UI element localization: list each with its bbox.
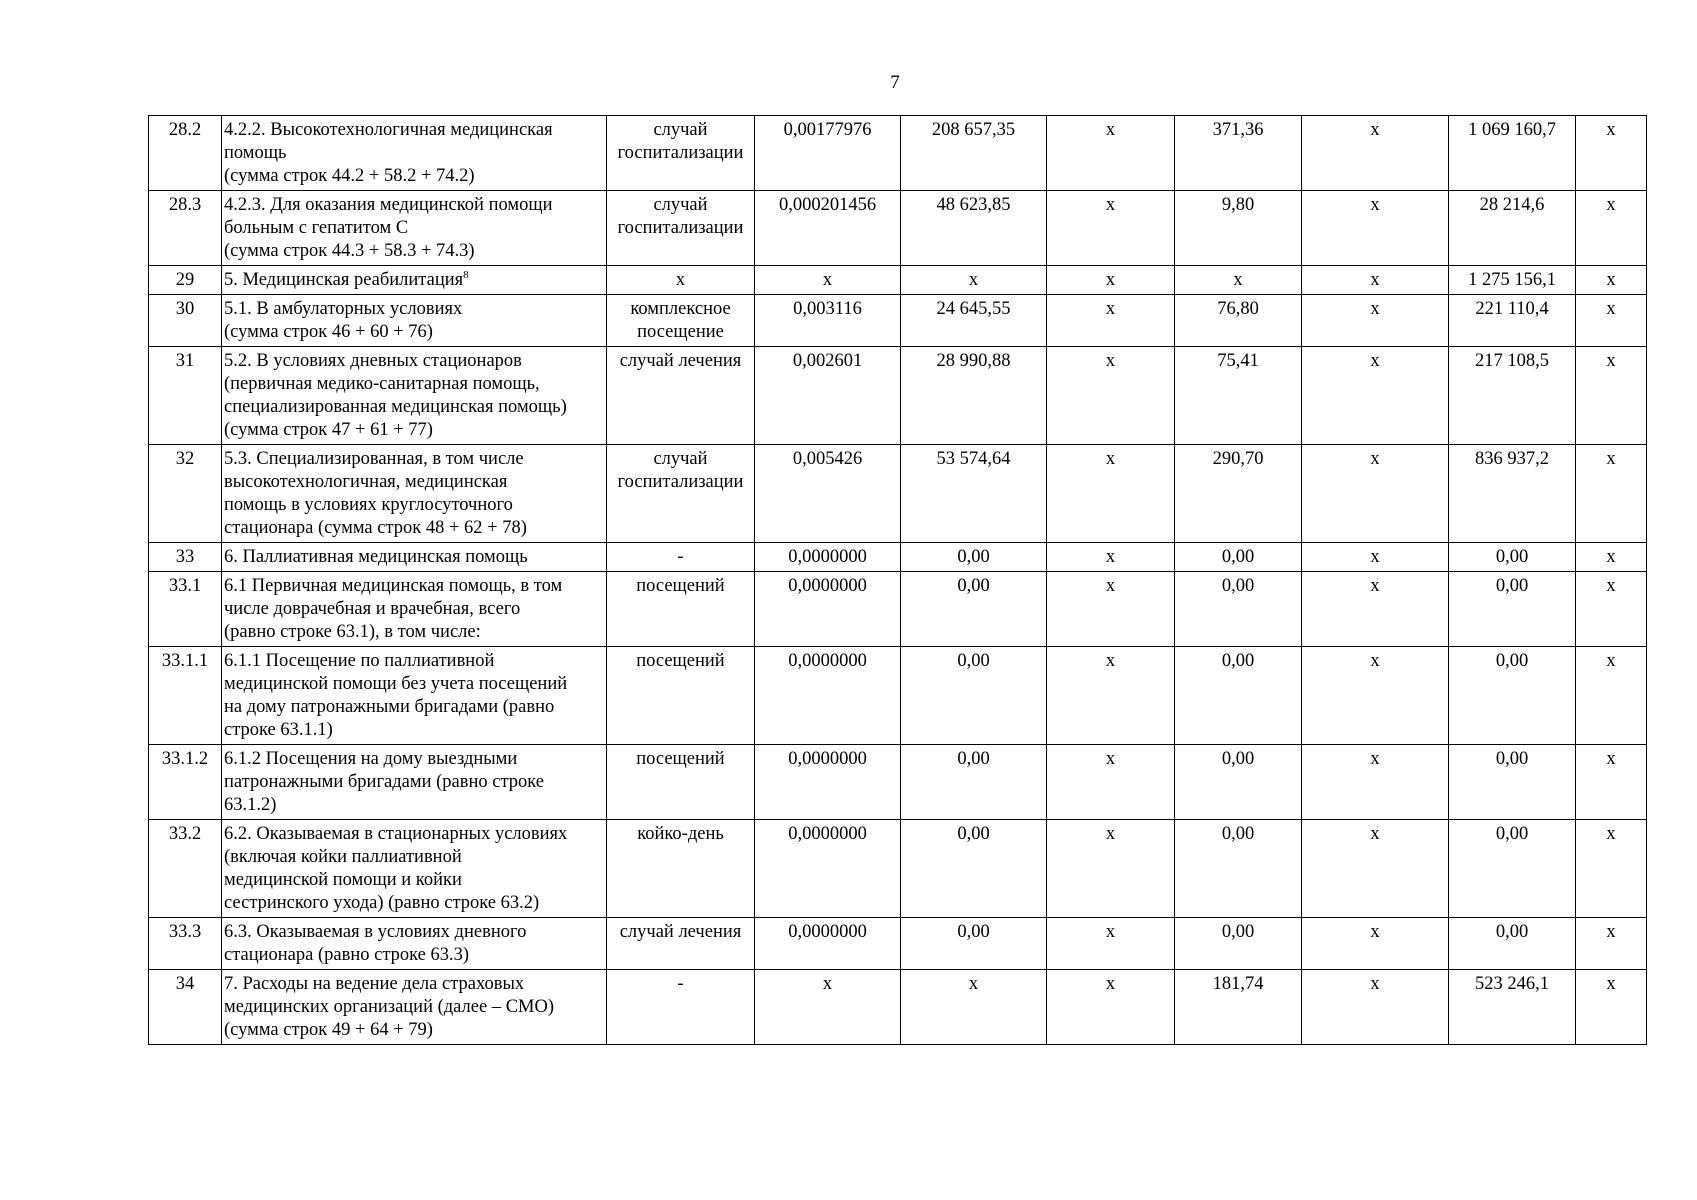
row-unit (607, 347, 755, 445)
row-unit-line: посещений (636, 651, 725, 671)
row-value-c2: 53 574,64 (901, 445, 1047, 543)
row-name-line: 6.3. Оказываемая в условиях дневного (224, 922, 527, 942)
row-value-c6: 0,00 (1449, 745, 1576, 820)
row-unit (607, 543, 755, 572)
row-value-c4: 0,00 (1175, 647, 1302, 745)
row-unit (607, 745, 755, 820)
row-value-c6: 0,00 (1449, 918, 1576, 970)
row-value-c2: 208 657,35 (901, 116, 1047, 191)
row-value-c6: 523 246,1 (1449, 970, 1576, 1045)
row-value-c5: х (1302, 745, 1449, 820)
row-value-c2: 0,00 (901, 647, 1047, 745)
row-value-c5: х (1302, 295, 1449, 347)
row-unit (607, 191, 755, 266)
row-value-c1: 0,0000000 (755, 572, 901, 647)
row-value-c4: 0,00 (1175, 918, 1302, 970)
row-unit-line: койко-день (637, 824, 724, 844)
row-name (222, 647, 607, 745)
row-value-c7: х (1576, 918, 1647, 970)
row-name-line: 4.2.2. Высокотехнологичная медицинская (224, 120, 553, 140)
row-name (222, 572, 607, 647)
row-value-c6: 217 108,5 (1449, 347, 1576, 445)
table-row (149, 572, 1647, 647)
row-number: 30 (149, 295, 222, 347)
row-unit-line: случай (653, 120, 708, 140)
row-value-c3: х (1047, 543, 1175, 572)
row-value-c7: х (1576, 191, 1647, 266)
row-unit-line: госпитализации (617, 472, 744, 492)
row-value-c2: х (901, 266, 1047, 295)
row-value-c7: х (1576, 970, 1647, 1045)
row-number: 28.3 (149, 191, 222, 266)
row-value-c7: х (1576, 745, 1647, 820)
row-unit-line: комплексное (630, 299, 731, 319)
row-value-c2: 0,00 (901, 543, 1047, 572)
row-number: 29 (149, 266, 222, 295)
row-value-c4: 181,74 (1175, 970, 1302, 1045)
row-value-c2: 28 990,88 (901, 347, 1047, 445)
row-value-c4: 371,36 (1175, 116, 1302, 191)
row-number: 33.3 (149, 918, 222, 970)
row-name-line: на дому патронажными бригадами (равно (224, 697, 555, 717)
row-name-line: 7. Расходы на ведение дела страховых (224, 974, 525, 994)
row-value-c4: 290,70 (1175, 445, 1302, 543)
row-unit (607, 572, 755, 647)
row-value-c4: 75,41 (1175, 347, 1302, 445)
row-value-c5: х (1302, 918, 1449, 970)
row-name (222, 745, 607, 820)
row-value-c1: 0,0000000 (755, 745, 901, 820)
table-row (149, 191, 1647, 266)
row-value-c3: х (1047, 445, 1175, 543)
row-unit (607, 820, 755, 918)
row-name-line: патронажными бригадами (равно строке (224, 772, 545, 792)
footnote-mark: 8 (463, 268, 469, 281)
row-unit (607, 266, 755, 295)
row-value-c2: х (901, 970, 1047, 1045)
row-name (222, 191, 607, 266)
row-name-line: помощь в условиях круглосуточного (224, 495, 513, 515)
row-value-c6: 0,00 (1449, 543, 1576, 572)
row-value-c1: 0,00177976 (755, 116, 901, 191)
row-name-line: 6. Паллиативная медицинская помощь (224, 547, 528, 567)
row-value-c2: 0,00 (901, 918, 1047, 970)
row-name-line: 63.1.2) (224, 795, 277, 815)
row-name (222, 445, 607, 543)
row-value-c6: 836 937,2 (1449, 445, 1576, 543)
row-value-c5: х (1302, 572, 1449, 647)
row-unit-line: госпитализации (617, 143, 744, 163)
row-value-c1: 0,0000000 (755, 820, 901, 918)
row-name (222, 918, 607, 970)
row-unit-line: случай (653, 449, 708, 469)
row-value-c2: 24 645,55 (901, 295, 1047, 347)
row-name (222, 116, 607, 191)
row-unit (607, 918, 755, 970)
row-name-line: 6.1.2 Посещения на дому выездными (224, 749, 518, 769)
row-value-c5: х (1302, 445, 1449, 543)
row-value-c3: х (1047, 970, 1175, 1045)
row-unit-line: - (677, 974, 684, 994)
row-name-line: строке 63.1.1) (224, 720, 333, 740)
row-name-line: (сумма строк 49 + 64 + 79) (224, 1020, 433, 1040)
tariff-table (148, 115, 1647, 1045)
row-value-c5: х (1302, 647, 1449, 745)
row-name-line: высокотехнологичная, медицинская (224, 472, 508, 492)
row-value-c6: 0,00 (1449, 820, 1576, 918)
row-value-c4: 0,00 (1175, 572, 1302, 647)
row-value-c7: х (1576, 543, 1647, 572)
row-name-line: медицинской помощи без учета посещений (224, 674, 568, 694)
row-value-c4: 0,00 (1175, 543, 1302, 572)
row-value-c7: х (1576, 572, 1647, 647)
row-number: 31 (149, 347, 222, 445)
table-body (149, 116, 1647, 1045)
row-value-c2: 0,00 (901, 745, 1047, 820)
row-name-line: (сумма строк 44.3 + 58.3 + 74.3) (224, 241, 475, 261)
row-name-line: 5.2. В условиях дневных стационаров (224, 351, 522, 371)
row-value-c7: х (1576, 116, 1647, 191)
row-value-c3: х (1047, 745, 1175, 820)
row-value-c2: 0,00 (901, 820, 1047, 918)
row-value-c6: 1 275 156,1 (1449, 266, 1576, 295)
row-value-c3: х (1047, 295, 1175, 347)
row-value-c2: 48 623,85 (901, 191, 1047, 266)
row-number: 33.2 (149, 820, 222, 918)
row-value-c4: 0,00 (1175, 745, 1302, 820)
row-name-line: числе доврачебная и врачебная, всего (224, 599, 521, 619)
row-value-c5: х (1302, 191, 1449, 266)
row-value-c1: х (755, 266, 901, 295)
row-value-c4: 0,00 (1175, 820, 1302, 918)
table-row (149, 918, 1647, 970)
row-value-c7: х (1576, 266, 1647, 295)
row-number: 33.1.1 (149, 647, 222, 745)
row-value-c7: х (1576, 445, 1647, 543)
row-unit (607, 116, 755, 191)
row-value-c2: 0,00 (901, 572, 1047, 647)
row-name (222, 543, 607, 572)
row-name-line: больным с гепатитом С (224, 218, 409, 238)
table-row (149, 295, 1647, 347)
table-row (149, 647, 1647, 745)
row-unit-line: посещений (636, 749, 725, 769)
row-unit-line: случай лечения (619, 351, 742, 371)
row-name-line: 5.3. Специализированная, в том числе (224, 449, 524, 469)
row-name-line: 6.1.1 Посещение по паллиативной (224, 651, 495, 671)
table-row (149, 543, 1647, 572)
row-value-c3: х (1047, 266, 1175, 295)
row-unit-line: госпитализации (617, 218, 744, 238)
row-value-c7: х (1576, 347, 1647, 445)
row-unit-line: - (677, 547, 684, 567)
row-value-c7: х (1576, 820, 1647, 918)
row-name-line: (сумма строк 47 + 61 + 77) (224, 420, 433, 440)
row-value-c3: х (1047, 116, 1175, 191)
row-name-line: 6.1 Первичная медицинская помощь, в том (224, 576, 563, 596)
row-value-c6: 221 110,4 (1449, 295, 1576, 347)
row-name-line: медицинских организаций (далее – СМО) (224, 997, 555, 1017)
row-unit (607, 647, 755, 745)
row-value-c3: х (1047, 820, 1175, 918)
table-row (149, 820, 1647, 918)
row-name-line: помощь (224, 143, 287, 163)
row-name (222, 820, 607, 918)
row-name-line: медицинской помощи и койки (224, 870, 462, 890)
row-value-c5: х (1302, 266, 1449, 295)
row-name (222, 970, 607, 1045)
row-unit-line: случай (653, 195, 708, 215)
row-number: 32 (149, 445, 222, 543)
row-value-c5: х (1302, 543, 1449, 572)
row-value-c5: х (1302, 820, 1449, 918)
row-name-line: сестринского ухода) (равно строке 63.2) (224, 893, 540, 913)
row-value-c3: х (1047, 347, 1175, 445)
row-value-c1: 0,000201456 (755, 191, 901, 266)
row-value-c1: х (755, 970, 901, 1045)
row-value-c7: х (1576, 647, 1647, 745)
table-row (149, 347, 1647, 445)
row-value-c6: 0,00 (1449, 647, 1576, 745)
row-value-c1: 0,0000000 (755, 918, 901, 970)
row-unit-line: посещение (637, 322, 724, 342)
row-value-c7: х (1576, 295, 1647, 347)
row-unit-line: случай лечения (619, 922, 742, 942)
row-name-line: стационара (равно строке 63.3) (224, 945, 470, 965)
row-name-line: (сумма строк 44.2 + 58.2 + 74.2) (224, 166, 475, 186)
table-row (149, 445, 1647, 543)
row-name-line: 6.2. Оказываемая в стационарных условиях (224, 824, 568, 844)
row-name-line: (равно строке 63.1), в том числе: (224, 622, 481, 642)
row-value-c5: х (1302, 347, 1449, 445)
row-number: 33.1 (149, 572, 222, 647)
row-number: 28.2 (149, 116, 222, 191)
table-row (149, 970, 1647, 1045)
row-number: 33 (149, 543, 222, 572)
row-unit-line: посещений (636, 576, 725, 596)
row-name-line: 5.1. В амбулаторных условиях (224, 299, 463, 319)
row-number: 34 (149, 970, 222, 1045)
row-value-c1: 0,0000000 (755, 543, 901, 572)
row-name-line: специализированная медицинская помощь) (224, 397, 567, 417)
row-unit (607, 295, 755, 347)
row-name-line: стационара (сумма строк 48 + 62 + 78) (224, 518, 527, 538)
row-value-c4: 76,80 (1175, 295, 1302, 347)
row-value-c1: 0,005426 (755, 445, 901, 543)
table-row (149, 116, 1647, 191)
row-value-c1: 0,002601 (755, 347, 901, 445)
row-value-c4: 9,80 (1175, 191, 1302, 266)
row-name (222, 347, 607, 445)
row-name (222, 295, 607, 347)
row-value-c6: 28 214,6 (1449, 191, 1576, 266)
row-name-line: 5. Медицинская реабилитация$^8$ (224, 268, 469, 290)
row-value-c4: х (1175, 266, 1302, 295)
row-name-line: (первичная медико-санитарная помощь, (224, 374, 540, 394)
row-name-line: (включая койки паллиативной (224, 847, 462, 867)
row-value-c6: 0,00 (1449, 572, 1576, 647)
row-value-c3: х (1047, 918, 1175, 970)
row-unit (607, 970, 755, 1045)
row-value-c1: 0,0000000 (755, 647, 901, 745)
row-unit-line: х (675, 270, 686, 290)
row-name-line: (сумма строк 46 + 60 + 76) (224, 322, 433, 342)
row-unit (607, 445, 755, 543)
row-value-c3: х (1047, 647, 1175, 745)
row-value-c3: х (1047, 191, 1175, 266)
row-value-c3: х (1047, 572, 1175, 647)
row-value-c5: х (1302, 970, 1449, 1045)
row-value-c1: 0,003116 (755, 295, 901, 347)
row-number: 33.1.2 (149, 745, 222, 820)
row-name (222, 266, 607, 295)
row-value-c5: х (1302, 116, 1449, 191)
row-name-line: 4.2.3. Для оказания медицинской помощи (224, 195, 553, 215)
table-row (149, 745, 1647, 820)
row-value-c6: 1 069 160,7 (1449, 116, 1576, 191)
table-row (149, 266, 1647, 295)
page-number: 7 (890, 72, 900, 93)
